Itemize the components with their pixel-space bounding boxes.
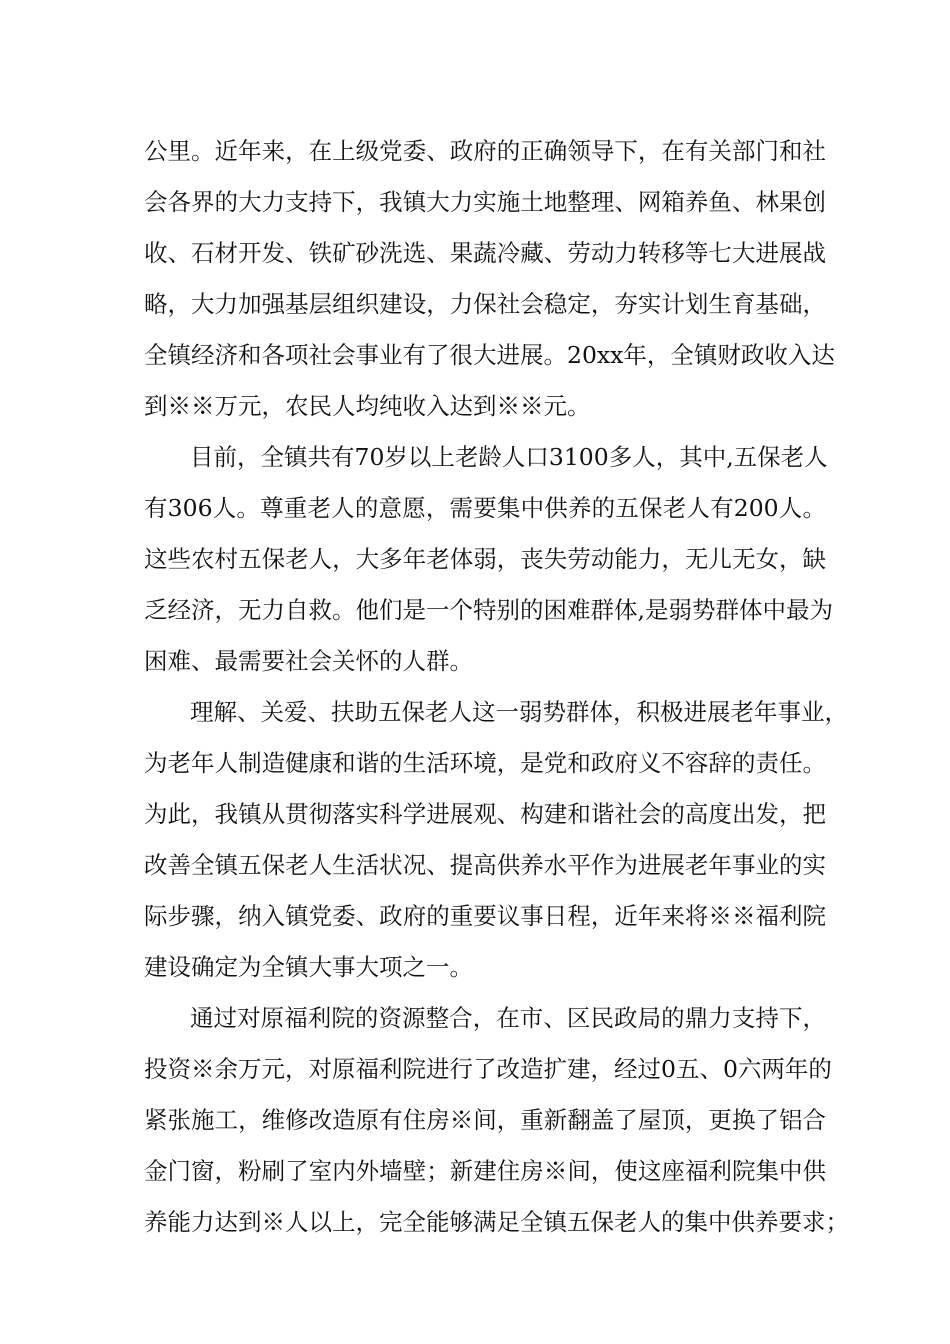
- text-line: 这些农村五保老人，大多年老体弱，丧失劳动能力，无儿无女，缺: [144, 545, 826, 573]
- paragraph-4: [144, 993, 849, 1248]
- text-line: 为老年人制造健康和谐的生活环境，是党和政府义不容辞的责任。: [144, 749, 826, 777]
- text-line: 际步骤，纳入镇党委、政府的重要议事日程，近年来将※※福利院: [144, 902, 826, 930]
- text-line: 金门窗，粉刷了室内外墙壁；新建住房※间，使这座福利院集中供: [144, 1157, 826, 1185]
- text-line: 会各界的大力支持下，我镇大力实施土地整理、网箱养鱼、林果创: [144, 188, 826, 216]
- text-line: 紧张施工，维修改造原有住房※间，重新翻盖了屋顶，更换了铝合: [144, 1106, 826, 1134]
- text-line: 略，大力加强基层组织建设，力保社会稳定，夯实计划生育基础，: [144, 290, 826, 318]
- paragraph-1: [144, 126, 835, 432]
- text-line: 收、石材开发、铁矿砂洗选、果蔬冷藏、劳动力转移等七大进展战: [144, 239, 826, 267]
- text-line: 目前，全镇共有70岁以上老龄人口3100多人，其中,五保老人: [190, 443, 828, 471]
- document-body: [144, 126, 849, 1248]
- text-line: 通过对原福利院的资源整合，在市、区民政局的鼎力支持下，: [190, 1004, 826, 1032]
- text-line: 全镇经济和各项社会事业有了很大进展。20xx年，全镇财政收入达: [144, 341, 835, 369]
- text-line: 投资※余万元，对原福利院进行了改造扩建，经过0五、0六两年的: [144, 1055, 832, 1083]
- text-line: 到※※万元，农民人均纯收入达到※※元。: [144, 392, 591, 420]
- text-line: 改善全镇五保老人生活状况、提高供养水平作为进展老年事业的实: [144, 851, 826, 879]
- text-line: 建设确定为全镇大事大项之一。: [144, 953, 473, 981]
- paragraph-2: [144, 432, 833, 687]
- text-line: 养能力达到※人以上，完全能够满足全镇五保老人的集中供养要求；: [144, 1208, 849, 1236]
- paragraph-3: [144, 687, 848, 993]
- text-line: 为此，我镇从贯彻落实科学进展观、构建和谐社会的高度出发，把: [144, 800, 826, 828]
- text-line: 乏经济，无力自救。他们是一个特别的困难群体,是弱势群体中最为: [144, 596, 833, 624]
- text-line: 理解、关爱、扶助五保老人这一弱势群体，积极进展老年事业，: [190, 698, 848, 726]
- text-line: 困难、最需要社会关怀的人群。: [144, 647, 473, 675]
- text-line: 有306人。尊重老人的意愿，需要集中供养的五保老人有200人。: [144, 494, 826, 522]
- text-line: 公里。近年来，在上级党委、政府的正确领导下，在有关部门和社: [144, 137, 826, 165]
